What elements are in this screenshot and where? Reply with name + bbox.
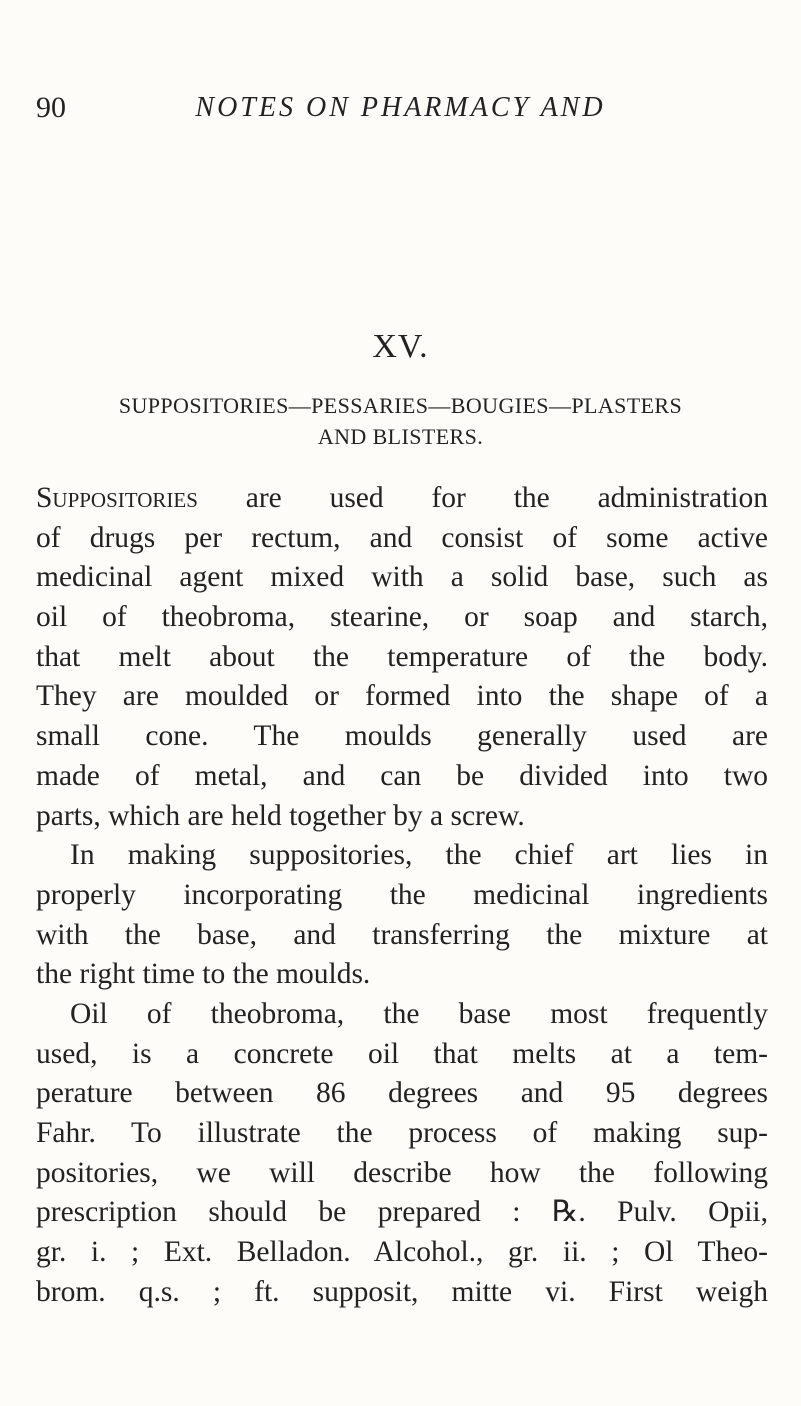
text-line: prescription should be prepared : ℞. Pulv. Opii, (36, 1196, 768, 1229)
chapter-title-line: SUPPOSITORIES—PESSARIES—BOUGIES—PLASTERS (118, 393, 683, 418)
text-line: the right time to the moulds. (36, 958, 371, 991)
text-line: with the base, and transferring the mixture at (36, 918, 768, 951)
text-line: small cone. The moulds generally used are (36, 720, 768, 753)
running-head (36, 88, 765, 128)
text-line: perature between 86 degrees and 95 degrees (36, 1077, 768, 1110)
text-line: Fahr. To illustrate the process of making sup- (36, 1117, 768, 1149)
text-line: brom. q.s. ; ft. supposit, mitte vi. First weigh (36, 1275, 768, 1308)
chapter-number: XV. (372, 328, 429, 365)
text-line: In making suppositories, the chief art lies in (70, 839, 768, 872)
chapter-title (40, 390, 761, 452)
page-number: 90 (36, 91, 66, 124)
text-line: medicinal agent mixed with a solid base, such as (36, 561, 768, 594)
text-line: oil of theobroma, stearine, or soap and starch, (36, 601, 768, 634)
text-line: used, is a concrete oil that melts at a tem- (36, 1037, 768, 1070)
running-title: NOTES ON PHARMACY AND (195, 92, 606, 123)
text-line: gr. i. ; Ext. Belladon. Alcohol., gr. ii. ; Ol Theo- (36, 1236, 768, 1269)
text-line: that melt about the temperature of the body. (36, 640, 768, 673)
text-line: Suppositories are used for the administration (36, 482, 768, 514)
lead-word: Suppositories (36, 482, 198, 514)
text-line: made of metal, and can be divided into two (36, 759, 768, 792)
text-line: Oil of theobroma, the base most frequently (70, 997, 768, 1030)
body-text (36, 479, 768, 1312)
chapter-title-line: AND BLISTERS. (317, 424, 484, 449)
text-line: They are moulded or formed into the shape of a (36, 680, 768, 713)
text-line: properly incorporating the medicinal ingredients (36, 878, 768, 911)
text-line: parts, which are held together by a screw. (36, 799, 525, 832)
text-line: positories, we will describe how the following (36, 1156, 768, 1189)
text-line: of drugs per rectum, and consist of some active (36, 521, 768, 554)
